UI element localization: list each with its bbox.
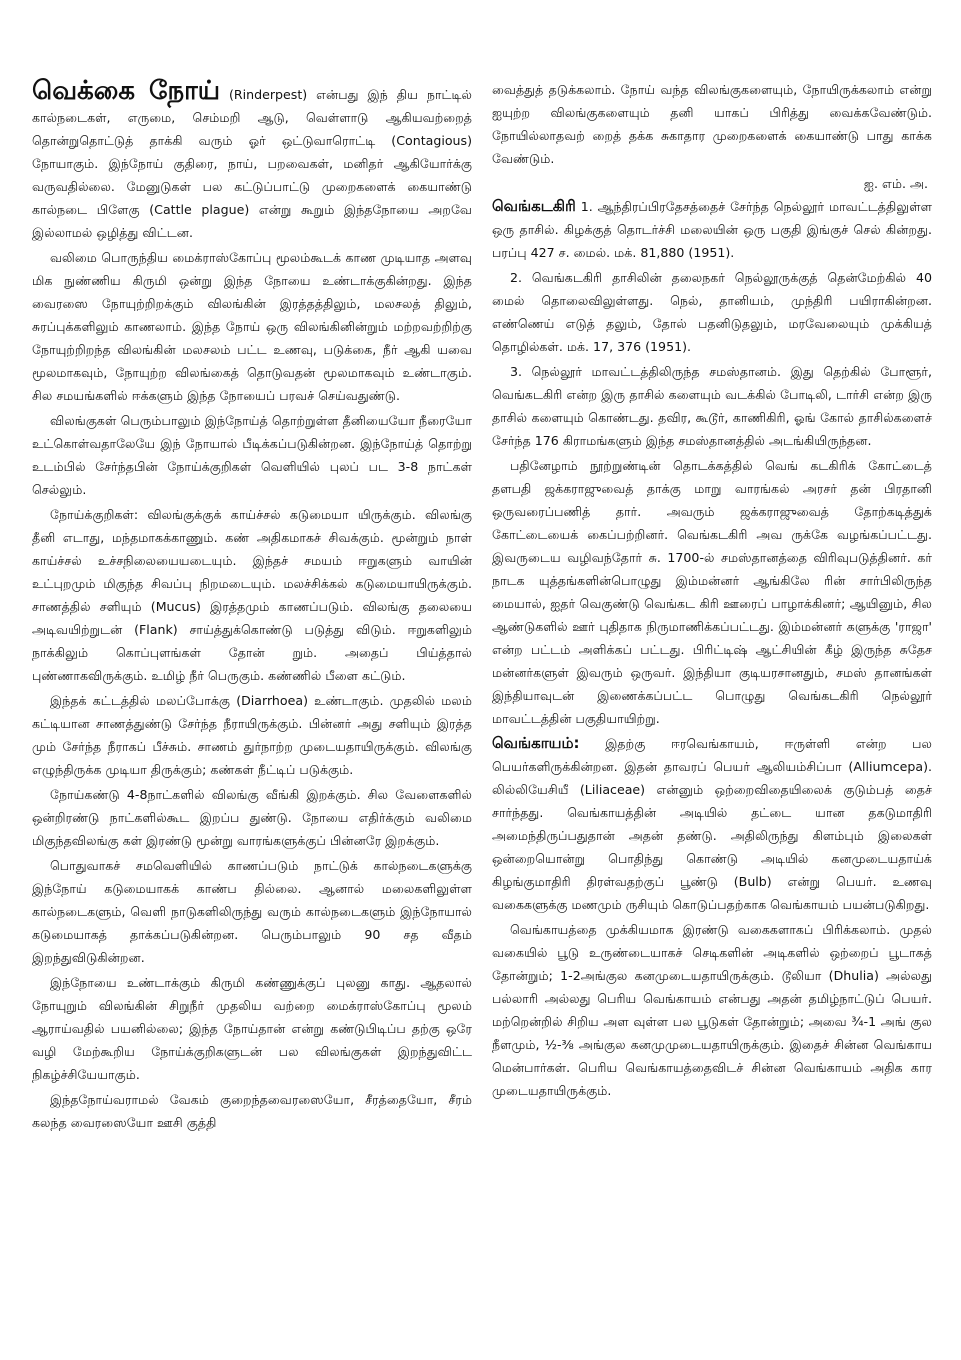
- paragraph: 2. வெங்கடகிரி தாசிலின் தலைநகர் நெல்லூருக்குத் தென்மேற்கில் 40 மைல் தொலைவிலுள்ளது. நெல், தானியம், முந்திரி பயிராகின்றன. எண்ணெய் எடுத் தலும், தோல் பதனிடுதலும், மரவேலையும் முக்கியத் தொழில்கள். மக். 17, 376 (1951).: [492, 270, 932, 354]
- venkatagiri-p1: 1. ஆந்திரப்பிரதேசத்தைச் சேர்ந்த நெல்லூர் மாவட்டத்திலுள்ள ஒரு தாசில். கிழக்குத் தொடர்ச்சி மலையின் ஒரு பகுதி இங்குச் செல் கின்றது. பரப்பு 427 ச. மைல். மக். 81,880 (1951).: [492, 199, 932, 260]
- paragraph: நோய்க்குறிகள்: விலங்குக்குக் காய்ச்சல் கடுமையா யிருக்கும். விலங்கு தீனி எடாது, மந்தமாகக்காணும். கண் அதிகமாகச் சிவக்கும். மூன்றும் நாள் காய்ச்சல் உச்சநிலையையடையும். இந்தச் சமயம் ஈறுகளும் வாயின் உட்புறமும் மிகுந்த சிவப்பு நிறமடையும். மலச்சிக்கல் கடுமையாயிருக்கும். சாணத்தில் சளியும் (Mucus) இரத்தமும் காணப்படும். விலங்கு தலையை அடிவயிற்றுடன் (Flank) சாய்த்துக்கொண்டு படுத்து விடும். ஈறுகளிலும் நாக்கிலும் கொப்புளங்கள் தோன் றும். அதைப் பிய்த்தால் புண்ணாகவிருக்கும். உமிழ் நீர் பெருகும். கண்ணில் பீளை கட்டும்.: [32, 507, 472, 683]
- right-column: [492, 78, 932, 1104]
- paragraph: இந்நோயை உண்டாக்கும் கிருமி கண்ணுக்குப் புலனு காது. ஆதலால் நோயுறும் விலங்கின் சிறுநீர் முதலிய வற்றை மைக்ராஸ்கோப்பு மூலம் ஆராய்வதில் பயனில்லை; இந்த நோய்தான் என்று கண்டுபிடிப்ப தற்கு ஒரே வழி மேற்கூறிய நோய்க்குறிகளுடன் பல விலங்குகள் இறந்துவிட்ட நிகழ்ச்சியேயாகும்.: [32, 975, 472, 1082]
- paragraph: இந்தநோய்வராமல் வேகம் குறைந்தவைரஸையோ, சீரத்தையோ, சீரம் கலந்த வைரஸையோ ஊசி குத்தி: [32, 1092, 472, 1130]
- venkatagiri-heading: வெங்கடகிரி: [492, 197, 576, 215]
- paragraph: இந்தக் கட்டத்தில் மலப்போக்கு (Diarrhoea) உண்டாகும். முதலில் மலம் கட்டியான சாணத்துண்டு சேர்ந்த நீராயிருக்கும். பின்னர் அது சளியும் இரத்த மும் சேர்ந்த நீராகப் பீச்சும். சாணம் துர்நாற்ற முடையதாயிருக்கும். விலங்கு எழுந்திருக்க முடியா திருக்கும்; கண்கள் நீட்டிப் படுக்கும்.: [32, 693, 472, 777]
- left-column: [32, 78, 472, 1136]
- rinderpest-heading: வெக்கை நோய்: [32, 76, 221, 106]
- paragraph: பதினேழாம் நூற்றுண்டின் தொடக்கத்தில் வெங் கடகிரிக் கோட்டைத் தளபதி ஜக்கராஜுவைத் தாக்கு மாறு வாரங்கல் அரசர் தன் பிரதானி ஒருவரைப்பணித் தார். அவரும் ஜக்கராஜுவைத் தோற்கடித்துக் கோட்டையைக் கைப்பற்றினர். வெங்கடகிரி அவ ருக்கே வழங்கப்பட்டது. இவருடைய வழிவந்தோர் சு. 1700-ல் சமஸ்தானத்தை விரிவுபடுத்தினர். கர் நாடக யுத்தங்களின்பொழுது இம்மன்னர் ஆங்கிலே ரின் சார்பிலிருந்த மையால், ஐதர் வெகுண்டு வெங்கட கிரி ஊரைப் பாழாக்கினர்; ஆயினும், சில ஆண்டுகளில் ஊர் புதிதாக நிருமாணிக்கப்பட்டது. இம்மன்னர் களுக்கு 'ராஜா' என்ற பட்டம் அளிக்கப் பட்டது. பிரிட்டிஷ் ஆட்சியின் கீழ் இருந்த சுதேச மன்னர்களுள் இவரும் ஒருவர். இந்தியா குடியரசானதும், சமஸ் தானங்கள் இந்தியாவுடன் இணைக்கப்பட்ட பொழுது வெங்கடகிரி நெல்லூர் மாவட்டத்தின் பகுதியாயிற்று.: [492, 458, 932, 726]
- author-signature: ஐ. எம். அ.: [863, 176, 928, 191]
- paragraph: நோய்கண்டு 4-8நாட்களில் விலங்கு வீங்கி இறக்கும். சில வேளைகளில் ஒன்றிரண்டு நாட்களில்கூட இறப்ப துண்டு. நோயை எதிர்க்கும் வலிமை மிகுந்தவிலங்கு கள் இரண்டு மூன்று வாரங்களுக்குப் பின்னரே இறக்கும்.: [32, 787, 472, 848]
- paragraph: வலிமை பொருந்திய மைக்ராஸ்கோப்பு மூலம்கூடக் காண முடியாத அளவு மிக நுண்ணிய கிருமி ஒன்று இந்த நோயை உண்டாக்குகின்றது. இந்த வைரஸை நோயுற்றிறக்கும் விலங்கின் இரத்தத்திலும், மலசலத் திலும், சுரப்புக்களிலும் காணலாம். இந்த நோய் ஒரு விலங்கினின்றும் மற்றவற்றிற்கு நோயுற்றிறந்த விலங்கின் மலசலம் பட்ட உணவு, படுக்கை, நீர் ஆகி யவை மூலமாகவும், நோயுற்ற விலங்கைத் தொடுவதன் மூலமாகவும் உண்டாகும். சில சமயங்களில் ஈக்களும் இந்த நோயைப் பரவச் செய்வதுண்டு.: [32, 250, 472, 403]
- rinderpest-intro: (Rinderpest) என்பது இந் திய நாட்டில் கால்நடைகள், எருமை, செம்மறி ஆடு, வெள்ளாடு ஆகியவற்றைத் தொன்றுதொட்டுத் தாக்கி வரும் ஓர் ஒட்டுவாரொட்டி (Contagious) நோயாகும். இந்நோய் குதிரை, நாய், பறவைகள், மனிதர் ஆகியோர்க்கு வருவதில்லை. மேனுடுகள் பல கட்டுப்பாட்டு முறைகளைக் கையாண்டு கால்நடை பிளேகு (Cattle plague) என்று கூறும் இந்தநோயை அறவே இல்லாமல் ஒழித்து விட்டன.: [32, 87, 472, 240]
- paragraph: வைத்துத் தடுக்கலாம். நோய் வந்த விலங்குகளையும், நோயிருக்கலாம் என்று ஐயுற்ற விலங்குகளையும் தனி யாகப் பிரித்து வைக்கவேண்டும். நோயில்லாதவற் றைத் தக்க சுகாதார முறைகளைக் கையாண்டு பாது காக்க வேண்டும்.: [492, 82, 932, 166]
- paragraph: விலங்குகள் பெரும்பாலும் இந்நோய்த் தொற்றுள்ள தீனியையோ நீரையோ உட்கொள்வதாலேயே இந் நோயால் பீடிக்கப்படுகின்றன. இந்நோய்த் தொற்று உடம்பில் சேர்ந்தபின் நோய்க்குறிகள் வெளியில் புலப் பட 3-8 நாட்கள் செல்லும்.: [32, 413, 472, 497]
- paragraph: 3. நெல்லூர் மாவட்டத்திலிருந்த சமஸ்தானம். இது தெற்கில் போளூர், வெங்கடகிரி என்ற இரு தாசில் களையும் வடக்கில் போடிலி, டார்சி என்ற இரு தாசில் களையும் கொண்டது. தவிர, கூடூர், காணிகிரி, ஓங் கோல் தாசில்களைச் சேர்ந்த 176 கிராமங்களும் இந்த சமஸ்தானத்தில் அடங்கியிருந்தன.: [492, 364, 932, 448]
- onion-heading: வெங்காயம்:: [492, 734, 580, 752]
- venkatagiri-entry: [492, 195, 932, 264]
- onion-p1: இதற்கு ஈரவெங்காயம், ஈருள்ளி என்ற பல பெயர்களிருக்கின்றன. இதன் தாவரப் பெயர் ஆலியம்சிப்பா (Alliumcepa). லில்லியேசியீ (Liliaceae) என்னும் ஒற்றைவிதையிலைக் குடும்பத் தைச் சார்ந்தது. வெங்காயத்தின் அடியில் தட்டை யான தகடுமாதிரி அமைந்திருப்பதுதான் அதன் தண்டு. அதிலிருந்து கிளம்பும் இலைகள் ஒன்றையொன்று பொதிந்து கொண்டு அடியில் கனமுடையதாய்க் கிழங்குமாதிரி திரள்வதற்குப் பூண்டு (Bulb) என்று பெயர். உணவு வகைகளுக்கு மணமும் ருசியும் கொடுப்பதற்காக வெங்காயம் பயன்படுகிறது.: [492, 736, 932, 912]
- onion-entry: [492, 732, 932, 916]
- paragraph: பொதுவாகச் சமவெளியில் காணப்படும் நாட்டுக் கால்நடைகளுக்கு இந்நோய் கடுமையாகக் காண்ப தில்லை. ஆனால் மலைகளிலுள்ள கால்நடைகளும், வெளி நாடுகளிலிருந்து வரும் கால்நடைகளும் இந்நோயால் கடுமையாகத் தாக்கப்படுகின்றன. பெரும்பாலும் 90 சத வீதம் இறந்துவிடுகின்றன.: [32, 858, 472, 965]
- rinderpest-entry: [32, 78, 472, 244]
- paragraph: வெங்காயத்தை முக்கியமாக இரண்டு வகைகளாகப் பிரிக்கலாம். முதல் வகையில் பூடு உருண்டையாகச் செடிகளின் அடிகளில் ஒற்றைப் பூடாகத் தோன்றும்; 1-2அங்குல கனமுடையதாயிருக்கும். டூலியா (Dhulia) அல்லது பல்லாரி அல்லது பெரிய வெங்காயம் என்பது அதன் தமிழ்நாட்டுப் பெயர். மற்றென்றில் சிறிய அள வுள்ள பல பூடுகள் தோன்றும்; அவை ¾-1 அங் குல நீளமும், ½-⅜ அங்குல கனமுமுடையதாயிருக்கும். இதைச் சின்ன வெங்காய மென்பார்கள். பெரிய வெங்காயத்தைவிடச் சின்ன வெங்காயம் அதிக கார முடையதாயிருக்கும்.: [492, 922, 932, 1098]
